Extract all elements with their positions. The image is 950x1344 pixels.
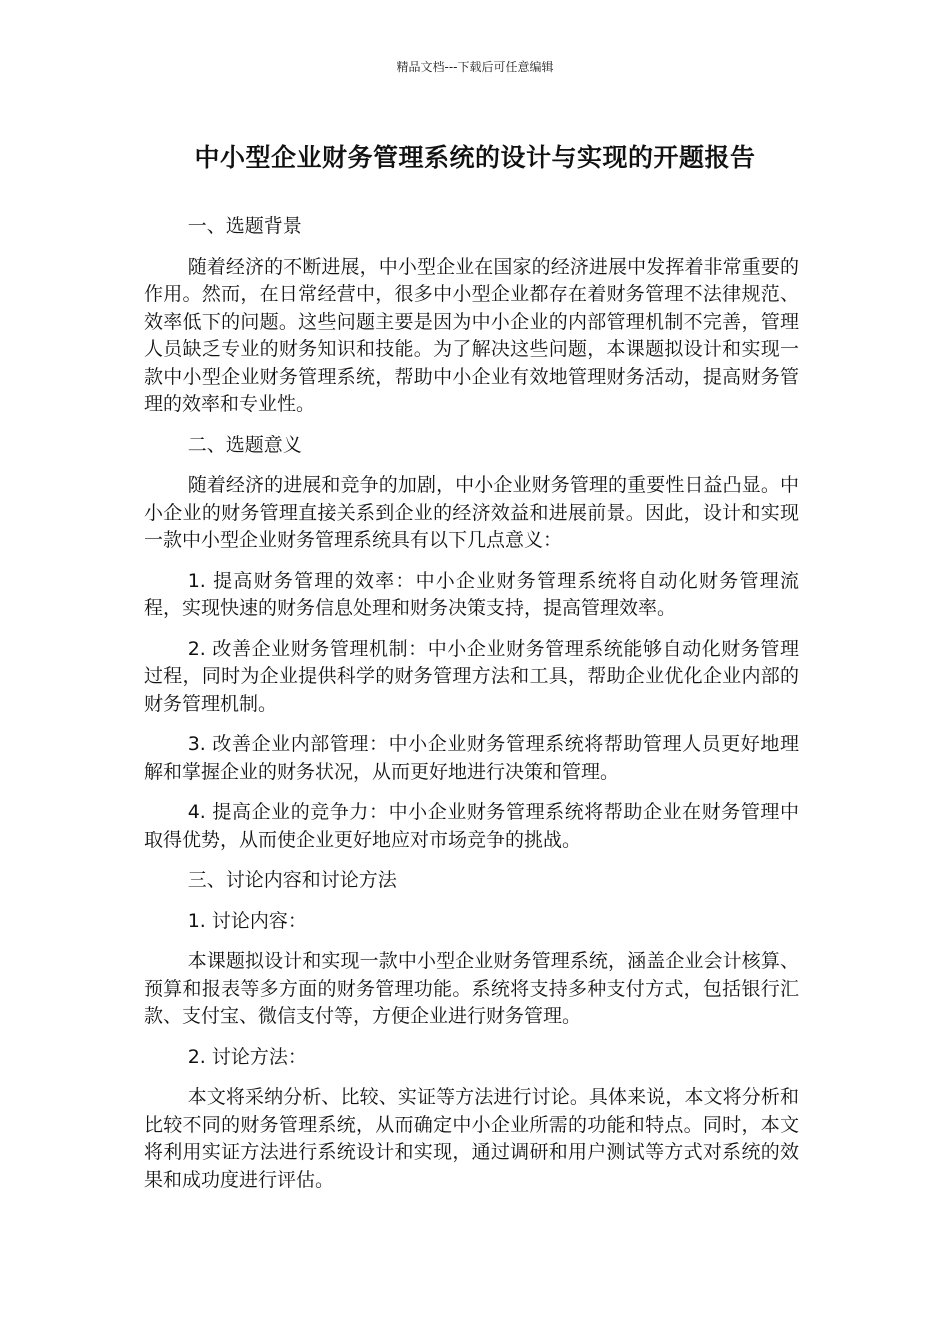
header-note: 精品文档---下载后可任意编辑 (396, 60, 554, 74)
document-body (144, 213, 799, 1207)
paragraph-research-method: 本文将采纳分析、比较、实证等方法进行讨论。具体来说，本文将分析和比较不同的财务管理系统，从而确定中小企业所需的功能和特点。同时，本文将利用实证方法进行系统设计和实现，通过调研和用户测试等方式对系统的效果和成功度进行评估。 (144, 1086, 799, 1191)
paragraph-background: 随着经济的不断进展，中小型企业在国家的经济进展中发挥着非常重要的作用。然而，在日常经营中，很多中小型企业都存在着财务管理不法律规范、效率低下的问题。这些问题主要是因为中小企业的内部管理机制不完善，管理人员缺乏专业的财务知识和技能。为了解决这些问题，本课题拟设计和实现一款中小型企业财务管理系统，帮助中小企业有效地管理财务活动，提高财务管理的效率和专业性。 (144, 255, 799, 415)
list-item-significance-3: 3. 改善企业内部管理：中小企业财务管理系统将帮助管理人员更好地理解和掌握企业的财务状况，从而更好地进行决策和管理。 (144, 733, 799, 783)
subheading-research-content: 1. 讨论内容： (187, 909, 307, 932)
list-item-significance-1: 1. 提高财务管理的效率：中小企业财务管理系统将自动化财务管理流程，实现快速的财务信息处理和财务决策支持，提高管理效率。 (144, 569, 799, 619)
section-heading-significance: 二、选题意义 (187, 433, 302, 456)
paragraph-research-content: 本课题拟设计和实现一款中小型企业财务管理系统，涵盖企业会计核算、预算和报表等多方面的财务管理功能。系统将支持多种支付方式，包括银行汇款、支付宝、微信支付等，方便企业进行财务管理。 (144, 950, 799, 1027)
subheading-research-method: 2. 讨论方法： (187, 1045, 307, 1068)
section-heading-research: 三、讨论内容和讨论方法 (187, 869, 397, 891)
list-item-significance-2: 2. 改善企业财务管理机制：中小企业财务管理系统能够自动化财务管理过程，同时为企业提供科学的财务管理方法和工具，帮助企业优化企业内部的财务管理机制。 (144, 637, 799, 715)
list-item-significance-4: 4. 提高企业的竞争力：中小企业财务管理系统将帮助企业在财务管理中取得优势，从而使企业更好地应对市场竞争的挑战。 (144, 801, 799, 851)
paragraph-significance-intro: 随着经济的进展和竞争的加剧，中小企业财务管理的重要性日益凸显。中小企业的财务管理直接关系到企业的经济效益和进展前景。因此，设计和实现一款中小型企业财务管理系统具有以下几点意义： (144, 474, 799, 551)
document-title: 中小型企业财务管理系统的设计与实现的开题报告 (194, 143, 756, 172)
section-heading-background: 一、选题背景 (187, 215, 302, 237)
